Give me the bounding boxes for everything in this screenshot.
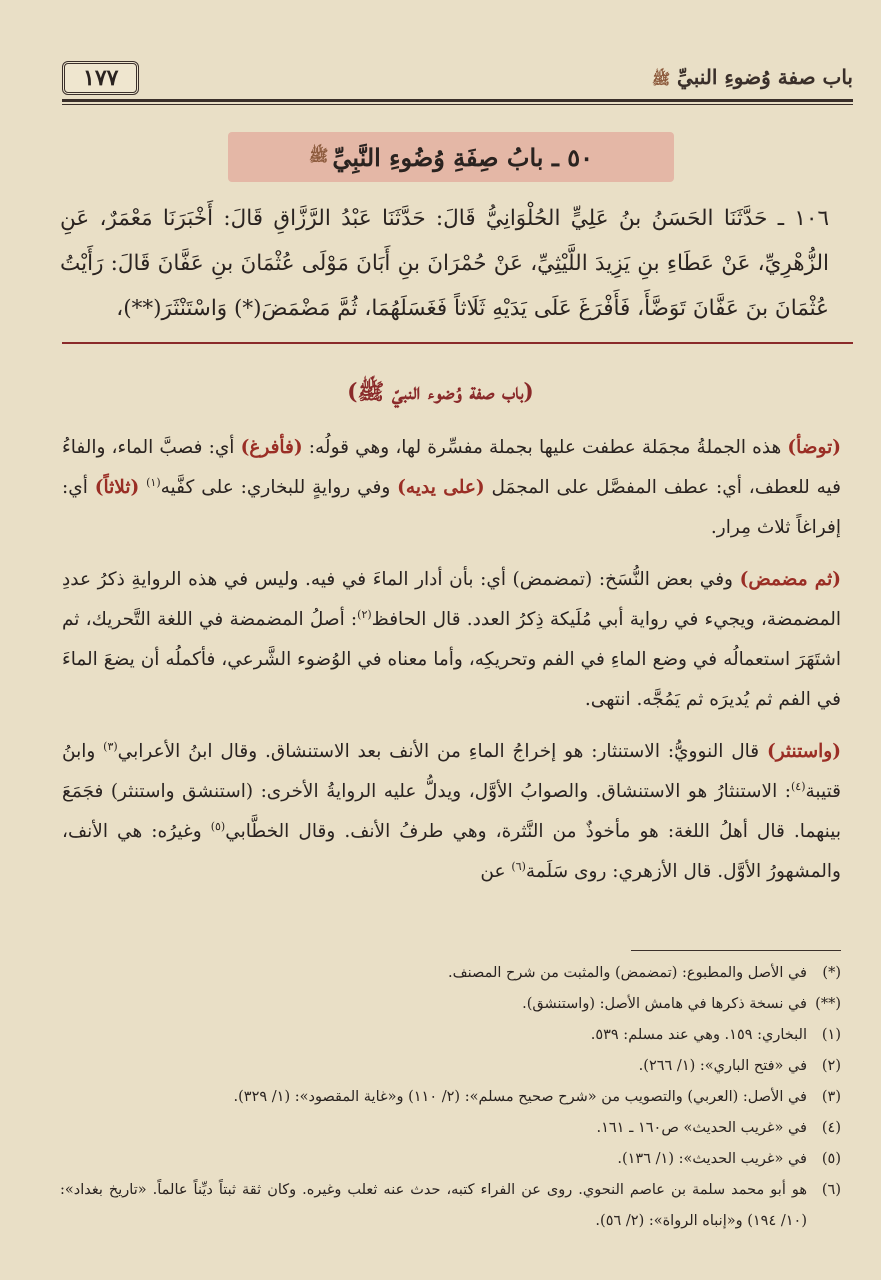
chapter-title: ٥٠ ـ بابُ صِفَةِ وُضُوءِ النَّبِيِّ ﷺ [228,132,674,182]
footnote-number: (**) [815,996,841,1012]
running-header [62,58,853,98]
footnote-marker: (٦) [511,859,526,873]
text-run: أي: إفراغاً ثلاث مِرار. [62,477,841,538]
page-number: ١٧٧ [62,61,139,95]
text-run: وفي بعض النُّسَخ: (تمضمض) أي: بأن أدار الماءَ في فيه. وليس في هذه الروايةِ ذكرُ عددِ المضمضة، ويجيء في رواية أبي مُلَيكة ذِكرُ العدد. قال الحافظ [62,569,841,630]
footnote-text: هو أبو محمد سلمة بن عاصم النحوي. روى عن الفراء كتبه، حدث عنه ثعلب وغيره. وكان ثقة ثبتاً ديِّناً عالماً. «تاريخ بغداد»: (١٠/ ١٩٤) و«إنباه الرواة»: (٢/ ٥٦). [60,1182,807,1229]
running-title: باب صفة وُضوءِ النبيِّ ﷺ [651,64,853,89]
footnote-marker: (٣) [103,739,118,753]
text-run: وابنُ قتيبة [62,741,841,802]
hadith-paragraph: ١٠٦ ـ حَدَّثَنَا الحَسَنُ بنُ عَلِيٍّ الحُلْوَانِيُّ قَالَ: حَدَّثَنَا عَبْدُ الرَّزَّاقِ قَالَ: أَخْبَرَنَا مَعْمَرٌ، عَنِ الزُّهْرِيِّ، عَنْ عَطَاءِ بنِ يَزِيدَ اللَّيْثِيِّ، عَنْ حُمْرَانَ بنِ أَبَانَ مَوْلَى عُثْمَانَ بنِ عَفَّانَ قَالَ: رَأَيْتُ عُثْمَانَ بنَ عَفَّانَ تَوَضَّأَ، فَأَفْرَغَ عَلَى يَدَيْهِ ثَلَاثاً فَغَسَلَهُمَا، ثُمَّ مَضْمَضَ(*) وَاسْتَنْثَرَ(**)، [60,206,829,321]
quoted-term: (واستنثر) [766,741,841,762]
footnote-marker: (٥) [210,819,226,833]
header-rule [62,99,853,102]
honorific-glyph: ﷺ [651,69,671,88]
footnote [60,958,841,989]
text-run: قال النوويُّ: الاستنثار: هو إخراجُ الماءِ من الأنف بعد الاستنشاق. وقال ابنُ الأعرابي [117,741,767,762]
hadith-divider [62,342,853,344]
text-run: أي: فصبَّ الماء، والفاءُ فيه للعطف، أي: عطف المفصَّل على المجمَل [62,437,841,498]
footnote [60,1020,841,1051]
quoted-term: (ثلاثاً) [94,477,140,498]
text-run: عن [480,861,512,882]
footnote-divider [631,950,841,951]
commentary-paragraph [62,428,841,548]
footnote-text: في نسخة ذكرها في هامش الأصل: (واستنشق). [522,996,807,1012]
text-run: هذه الجملةُ مجمَلة عطفت عليها بجملة مفسِّرة لها، وهي قولُه: [302,437,788,458]
commentary-paragraph [62,732,841,892]
footnote [60,989,841,1020]
footnote-marker: (٤) [790,779,806,793]
footnote [60,1082,841,1113]
footnote-marker: (١) [146,475,161,489]
footnote-text: البخاري: ١٥٩. وهي عند مسلم: ٥٣٩. [590,1027,807,1043]
footnote-marker: (٢) [357,607,372,621]
text-run: وفي روايةٍ للبخاري: على كفَّيه [160,477,398,498]
quoted-term: (توضأ) [787,437,841,458]
text-run: : أصلُ المضمضة في اللغة التَّحريك، ثم اشتَهَرَ استعمالُه في وضع الماءِ في الفم وتحريكِه، وأما معناه في الوُضوء الشَّرعي، فأكملُه أن يضعَ الماءَ في الفم ثم يُديرَه ثم يَمُجَّه. انتهى. [62,609,841,710]
footnote [60,1144,841,1175]
hadith-text [60,196,829,331]
footnote-text: في «فتح الباري»: (١/ ٢٦٦). [638,1058,807,1074]
footnote [60,1051,841,1082]
footnote-number: (١) [821,1027,841,1043]
quoted-term: (فأفرغ) [240,437,303,458]
footnotes [60,958,841,1237]
footnote-number: (٤) [821,1120,841,1136]
footnote-number: (٢) [821,1058,841,1074]
footnote-number: (٥) [821,1151,841,1167]
footnote [60,1175,841,1237]
commentary-heading: (باب صفة وُضوء النبيّ ﷺ) [347,379,534,405]
footnote-text: في «غريب الحديث» ص١٦٠ ـ ١٦١. [596,1120,807,1136]
header-rule-thin [62,104,853,105]
honorific-glyph: ﷺ [309,145,329,165]
footnote [60,1113,841,1144]
footnote-number: (٣) [821,1089,841,1105]
footnote-number: (*) [822,965,841,981]
text-run: وغيرُه: هي الأنف، والمشهورُ الأوَّل. قال الأزهري: روى سَلَمة [62,821,841,882]
quoted-term: (على يديه) [397,477,485,498]
commentary-paragraph [62,560,841,720]
footnote-text: في الأصل: (العربي) والتصويب من «شرح صحيح مسلم»: (٢/ ١١٠) و«غاية المقصود»: (١/ ٣٢٩). [233,1089,807,1105]
quoted-term: (ثم مضمض) [739,569,841,590]
commentary-body [62,428,841,904]
footnote-number: (٦) [821,1182,841,1198]
text-run: : الاستنثارُ هو الاستنشاق. والصوابُ الأوَّل، ويدلُّ عليه الروايةُ الأخرى: (استنشق واستنثر) فجَمَعَ بينهما. قال أهلُ اللغة: هو مأخوذٌ من النَّثرة، وهي طرفُ الأنف. وقال الخطَّابي [62,781,841,842]
footnote-text: في الأصل والمطبوع: (تمضمض) والمثبت من شرح المصنف. [448,965,807,981]
footnote-text: في «غريب الحديث»: (١/ ١٣٦). [617,1151,807,1167]
